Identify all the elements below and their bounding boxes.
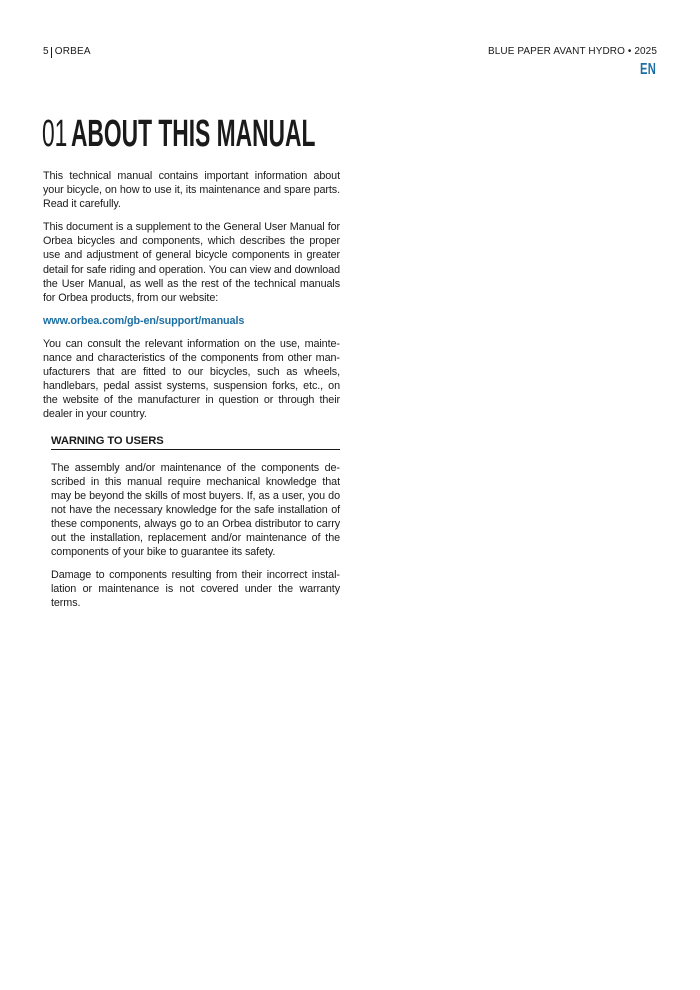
warning-paragraph: The assembly and/or maintenance of the components described in this manual require mechanical knowledge that may be beyond the skills of most buyers. If, as a user, you do not have the necessary knowledge for the safe installation of these components, always go to an Orbea distributor to carry out the installation, replacement and/or maintenance of the components of your bike to guarantee its safety. (51, 461, 340, 559)
section-heading (42, 113, 315, 156)
components-paragraph: You can consult the relevant information on the use, maintenance and characteristics of the components from other manufacturers that are fitted to our bicycles, such as wheels, handlebars, pedal assist systems, suspension forks, etc., on the website of the manufacturer in question or through their dealer in your country. (43, 337, 340, 421)
section-title: ABOUT THIS MANUAL (70, 113, 316, 155)
page-header-left (43, 46, 91, 58)
language-label: EN (639, 61, 656, 78)
warning-paragraph: Damage to components resulting from their incorrect installation or maintenance is not covered under the warranty terms. (51, 569, 340, 610)
supplement-paragraph: This document is a supplement to the General User Manual for Orbea bicycles and components, which describes the proper use and adjustment of general bicycle components in greater detail for safe riding and operation. You can view and download the User Manual, as well as the rest of the technical manuals for Orbea products, from our website: (43, 221, 340, 304)
document-title: BLUE PAPER AVANT HYDRO • 2025 (487, 46, 657, 57)
page-number: 5 (43, 46, 49, 57)
header-divider (51, 47, 52, 58)
section-number: 01 (42, 113, 68, 155)
main-content (43, 169, 340, 619)
warning-title: WARNING TO USERS (51, 434, 340, 450)
brand-name: ORBEA (54, 46, 91, 57)
intro-paragraph: This technical manual contains important information about your bicycle, on how to use it, its maintenance and spare parts. Read it carefully. (43, 170, 340, 211)
manuals-link[interactable]: www.orbea.com/gb-en/support/manuals (43, 314, 245, 327)
warning-box (51, 434, 340, 611)
